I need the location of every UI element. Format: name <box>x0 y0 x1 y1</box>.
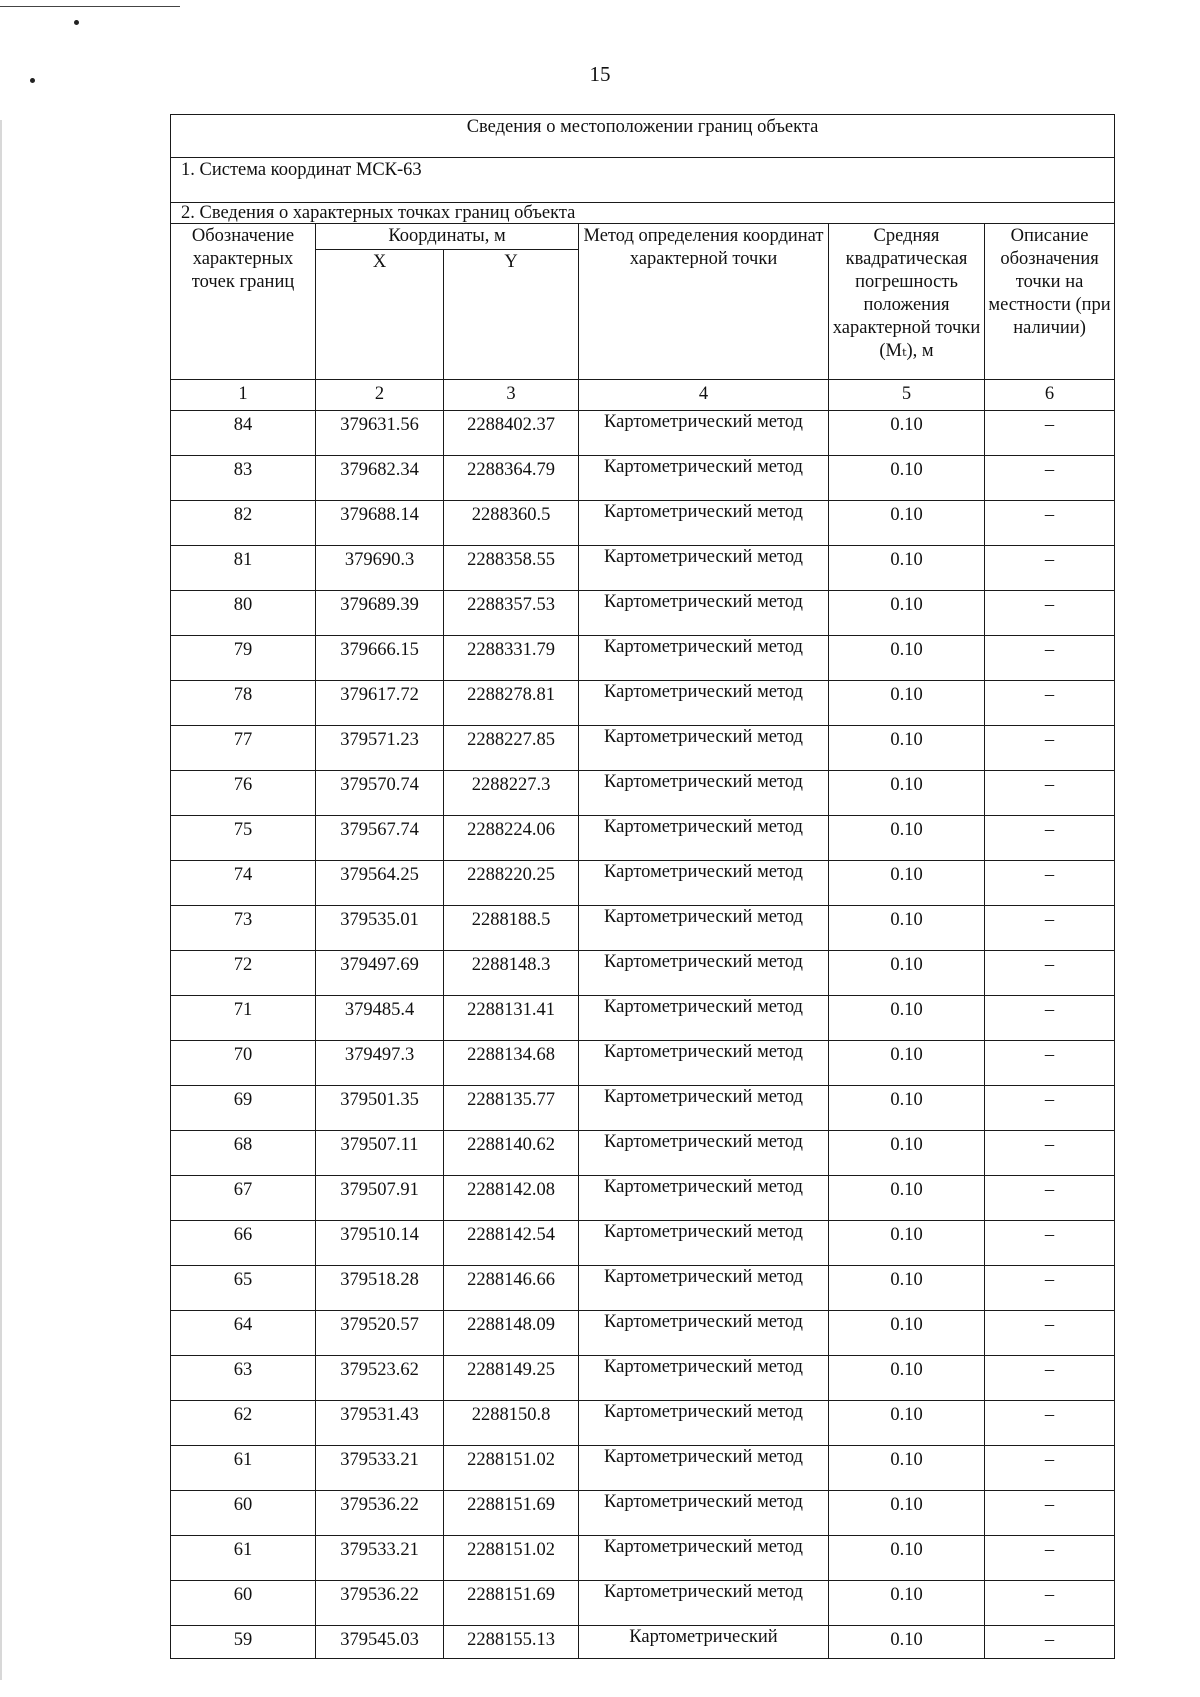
point-designation-cell: 84 <box>171 411 316 456</box>
method-cell: Картометрический метод <box>579 1401 829 1446</box>
x-coordinate-cell: 379688.14 <box>316 501 444 546</box>
method-cell: Картометрический метод <box>579 951 829 996</box>
x-coordinate-cell: 379564.25 <box>316 861 444 906</box>
method-cell: Картометрический метод <box>579 456 829 501</box>
point-designation-cell: 74 <box>171 861 316 906</box>
point-designation-cell: 81 <box>171 546 316 591</box>
x-coordinate-cell: 379535.01 <box>316 906 444 951</box>
table-row <box>171 411 1115 456</box>
y-coordinate-cell: 2288151.02 <box>444 1446 579 1491</box>
description-cell: – <box>985 906 1115 951</box>
description-cell: – <box>985 636 1115 681</box>
method-cell: Картометрический метод <box>579 591 829 636</box>
point-designation-cell: 60 <box>171 1581 316 1626</box>
table-row <box>171 996 1115 1041</box>
column-number: 4 <box>579 380 829 411</box>
y-coordinate-cell: 2288151.02 <box>444 1536 579 1581</box>
header-coordinates: Координаты, м <box>316 224 579 250</box>
header-method: Метод определения координат характерной точки <box>579 224 829 380</box>
description-cell: – <box>985 1491 1115 1536</box>
description-cell: – <box>985 1266 1115 1311</box>
method-cell: Картометрический метод <box>579 1356 829 1401</box>
x-coordinate-cell: 379510.14 <box>316 1221 444 1266</box>
y-coordinate-cell: 2288146.66 <box>444 1266 579 1311</box>
x-coordinate-cell: 379507.11 <box>316 1131 444 1176</box>
error-cell: 0.10 <box>829 1041 985 1086</box>
x-coordinate-cell: 379485.4 <box>316 996 444 1041</box>
boundary-points-table <box>170 114 1115 1659</box>
error-cell: 0.10 <box>829 1266 985 1311</box>
method-cell: Картометрический метод <box>579 546 829 591</box>
table-row <box>171 1311 1115 1356</box>
y-coordinate-cell: 2288142.08 <box>444 1176 579 1221</box>
y-coordinate-cell: 2288364.79 <box>444 456 579 501</box>
description-cell: – <box>985 1536 1115 1581</box>
x-coordinate-cell: 379682.34 <box>316 456 444 501</box>
table-row <box>171 1086 1115 1131</box>
description-cell: – <box>985 546 1115 591</box>
description-cell: – <box>985 771 1115 816</box>
table-row <box>171 1401 1115 1446</box>
y-coordinate-cell: 2288188.5 <box>444 906 579 951</box>
y-coordinate-cell: 2288331.79 <box>444 636 579 681</box>
description-cell: – <box>985 456 1115 501</box>
description-cell: – <box>985 996 1115 1041</box>
point-designation-cell: 61 <box>171 1536 316 1581</box>
x-coordinate-cell: 379533.21 <box>316 1536 444 1581</box>
description-cell: – <box>985 951 1115 996</box>
y-coordinate-cell: 2288134.68 <box>444 1041 579 1086</box>
table-row <box>171 1176 1115 1221</box>
column-number: 2 <box>316 380 444 411</box>
table-row <box>171 636 1115 681</box>
error-cell: 0.10 <box>829 951 985 996</box>
table-row <box>171 1446 1115 1491</box>
method-cell: Картометрический метод <box>579 1221 829 1266</box>
method-cell: Картометрический метод <box>579 411 829 456</box>
method-cell: Картометрический метод <box>579 861 829 906</box>
x-coordinate-cell: 379497.3 <box>316 1041 444 1086</box>
x-coordinate-cell: 379536.22 <box>316 1581 444 1626</box>
description-cell: – <box>985 1131 1115 1176</box>
error-cell: 0.10 <box>829 1401 985 1446</box>
table-row <box>171 591 1115 636</box>
description-cell: – <box>985 861 1115 906</box>
y-coordinate-cell: 2288357.53 <box>444 591 579 636</box>
y-coordinate-cell: 2288135.77 <box>444 1086 579 1131</box>
y-coordinate-cell: 2288142.54 <box>444 1221 579 1266</box>
x-coordinate-cell: 379523.62 <box>316 1356 444 1401</box>
y-coordinate-cell: 2288402.37 <box>444 411 579 456</box>
point-designation-cell: 71 <box>171 996 316 1041</box>
point-designation-cell: 69 <box>171 1086 316 1131</box>
method-cell: Картометрический метод <box>579 1176 829 1221</box>
error-cell: 0.10 <box>829 1176 985 1221</box>
method-cell: Картометрический метод <box>579 636 829 681</box>
error-cell: 0.10 <box>829 1626 985 1659</box>
y-coordinate-cell: 2288131.41 <box>444 996 579 1041</box>
column-number: 5 <box>829 380 985 411</box>
method-cell: Картометрический метод <box>579 1491 829 1536</box>
x-coordinate-cell: 379545.03 <box>316 1626 444 1659</box>
header-y: Y <box>444 250 579 380</box>
x-coordinate-cell: 379533.21 <box>316 1446 444 1491</box>
x-coordinate-cell: 379536.22 <box>316 1491 444 1536</box>
point-designation-cell: 80 <box>171 591 316 636</box>
error-cell: 0.10 <box>829 906 985 951</box>
y-coordinate-cell: 2288149.25 <box>444 1356 579 1401</box>
y-coordinate-cell: 2288155.13 <box>444 1626 579 1659</box>
method-cell: Картометрический метод <box>579 1086 829 1131</box>
x-coordinate-cell: 379567.74 <box>316 816 444 861</box>
point-designation-cell: 73 <box>171 906 316 951</box>
table-row <box>171 1356 1115 1401</box>
y-coordinate-cell: 2288360.5 <box>444 501 579 546</box>
point-designation-cell: 67 <box>171 1176 316 1221</box>
x-coordinate-cell: 379501.35 <box>316 1086 444 1131</box>
method-cell: Картометрический метод <box>579 1581 829 1626</box>
coordinate-system-section: 1. Система координат МСК-63 <box>171 158 1115 203</box>
point-designation-cell: 62 <box>171 1401 316 1446</box>
error-cell: 0.10 <box>829 591 985 636</box>
header-point-designation: Обозначение характерных точек границ <box>171 224 316 380</box>
table-row <box>171 456 1115 501</box>
error-cell: 0.10 <box>829 1311 985 1356</box>
scan-edge-line <box>0 6 180 7</box>
method-cell: Картометрический метод <box>579 1041 829 1086</box>
y-coordinate-cell: 2288220.25 <box>444 861 579 906</box>
table-row <box>171 951 1115 996</box>
y-coordinate-cell: 2288148.09 <box>444 1311 579 1356</box>
description-cell: – <box>985 591 1115 636</box>
table-row <box>171 1221 1115 1266</box>
page-number: 15 <box>589 62 611 86</box>
method-cell: Картометрический <box>579 1626 829 1659</box>
point-designation-cell: 66 <box>171 1221 316 1266</box>
x-coordinate-cell: 379570.74 <box>316 771 444 816</box>
error-cell: 0.10 <box>829 1086 985 1131</box>
y-coordinate-cell: 2288358.55 <box>444 546 579 591</box>
error-cell: 0.10 <box>829 501 985 546</box>
column-number-row <box>171 380 1115 411</box>
point-designation-cell: 82 <box>171 501 316 546</box>
error-cell: 0.10 <box>829 1491 985 1536</box>
point-designation-cell: 76 <box>171 771 316 816</box>
y-coordinate-cell: 2288151.69 <box>444 1581 579 1626</box>
error-cell: 0.10 <box>829 456 985 501</box>
error-cell: 0.10 <box>829 816 985 861</box>
method-cell: Картометрический метод <box>579 726 829 771</box>
page-edge-shadow <box>0 120 2 1680</box>
error-cell: 0.10 <box>829 996 985 1041</box>
y-coordinate-cell: 2288150.8 <box>444 1401 579 1446</box>
method-cell: Картометрический метод <box>579 1311 829 1356</box>
x-coordinate-cell: 379631.56 <box>316 411 444 456</box>
error-cell: 0.10 <box>829 726 985 771</box>
table-row <box>171 546 1115 591</box>
point-designation-cell: 68 <box>171 1131 316 1176</box>
error-cell: 0.10 <box>829 861 985 906</box>
description-cell: – <box>985 1581 1115 1626</box>
x-coordinate-cell: 379689.39 <box>316 591 444 636</box>
description-cell: – <box>985 1221 1115 1266</box>
point-designation-cell: 60 <box>171 1491 316 1536</box>
method-cell: Картометрический метод <box>579 501 829 546</box>
point-designation-cell: 72 <box>171 951 316 996</box>
x-coordinate-cell: 379571.23 <box>316 726 444 771</box>
error-cell: 0.10 <box>829 681 985 726</box>
table-row <box>171 1041 1115 1086</box>
header-point-description: Описание обозначения точки на местности (при наличии) <box>985 224 1115 380</box>
method-cell: Картометрический метод <box>579 1536 829 1581</box>
method-cell: Картометрический метод <box>579 816 829 861</box>
scan-dot <box>74 20 79 25</box>
error-cell: 0.10 <box>829 411 985 456</box>
point-designation-cell: 65 <box>171 1266 316 1311</box>
y-coordinate-cell: 2288278.81 <box>444 681 579 726</box>
error-cell: 0.10 <box>829 636 985 681</box>
y-coordinate-cell: 2288151.69 <box>444 1491 579 1536</box>
table-row <box>171 906 1115 951</box>
error-cell: 0.10 <box>829 1581 985 1626</box>
y-coordinate-cell: 2288224.06 <box>444 816 579 861</box>
error-cell: 0.10 <box>829 1536 985 1581</box>
column-number: 6 <box>985 380 1115 411</box>
x-coordinate-cell: 379518.28 <box>316 1266 444 1311</box>
description-cell: – <box>985 1311 1115 1356</box>
header-x: X <box>316 250 444 380</box>
table-row <box>171 1131 1115 1176</box>
point-designation-cell: 70 <box>171 1041 316 1086</box>
point-designation-cell: 59 <box>171 1626 316 1659</box>
method-cell: Картометрический метод <box>579 906 829 951</box>
error-cell: 0.10 <box>829 1446 985 1491</box>
description-cell: – <box>985 1086 1115 1131</box>
point-designation-cell: 75 <box>171 816 316 861</box>
point-designation-cell: 83 <box>171 456 316 501</box>
description-cell: – <box>985 1626 1115 1659</box>
table-row <box>171 816 1115 861</box>
description-cell: – <box>985 1176 1115 1221</box>
table-title: Сведения о местоположении границ объекта <box>171 115 1115 158</box>
table-row <box>171 1491 1115 1536</box>
description-cell: – <box>985 816 1115 861</box>
error-cell: 0.10 <box>829 771 985 816</box>
table-row <box>171 501 1115 546</box>
table-row <box>171 1626 1115 1659</box>
x-coordinate-cell: 379497.69 <box>316 951 444 996</box>
y-coordinate-cell: 2288148.3 <box>444 951 579 996</box>
description-cell: – <box>985 501 1115 546</box>
description-cell: – <box>985 411 1115 456</box>
description-cell: – <box>985 1446 1115 1491</box>
error-cell: 0.10 <box>829 1131 985 1176</box>
method-cell: Картометрический метод <box>579 1131 829 1176</box>
method-cell: Картометрический метод <box>579 681 829 726</box>
method-cell: Картометрический метод <box>579 996 829 1041</box>
description-cell: – <box>985 1401 1115 1446</box>
column-number: 3 <box>444 380 579 411</box>
point-designation-cell: 61 <box>171 1446 316 1491</box>
point-designation-cell: 64 <box>171 1311 316 1356</box>
point-designation-cell: 78 <box>171 681 316 726</box>
x-coordinate-cell: 379690.3 <box>316 546 444 591</box>
error-cell: 0.10 <box>829 1356 985 1401</box>
method-cell: Картометрический метод <box>579 771 829 816</box>
x-coordinate-cell: 379666.15 <box>316 636 444 681</box>
method-cell: Картометрический метод <box>579 1266 829 1311</box>
point-designation-cell: 63 <box>171 1356 316 1401</box>
table-row <box>171 1581 1115 1626</box>
x-coordinate-cell: 379617.72 <box>316 681 444 726</box>
y-coordinate-cell: 2288227.3 <box>444 771 579 816</box>
x-coordinate-cell: 379507.91 <box>316 1176 444 1221</box>
table-row <box>171 771 1115 816</box>
header-mean-square-error: Средняя квадратическая погрешность положения характерной точки (Mₜ), м <box>829 224 985 380</box>
table-row <box>171 861 1115 906</box>
table-row <box>171 681 1115 726</box>
description-cell: – <box>985 1041 1115 1086</box>
boundary-points-section: 2. Сведения о характерных точках границ объекта <box>171 203 1115 224</box>
x-coordinate-cell: 379531.43 <box>316 1401 444 1446</box>
table-row <box>171 1536 1115 1581</box>
point-designation-cell: 77 <box>171 726 316 771</box>
description-cell: – <box>985 1356 1115 1401</box>
description-cell: – <box>985 726 1115 771</box>
column-number: 1 <box>171 380 316 411</box>
method-cell: Картометрический метод <box>579 1446 829 1491</box>
y-coordinate-cell: 2288227.85 <box>444 726 579 771</box>
table-row <box>171 726 1115 771</box>
error-cell: 0.10 <box>829 546 985 591</box>
x-coordinate-cell: 379520.57 <box>316 1311 444 1356</box>
error-cell: 0.10 <box>829 1221 985 1266</box>
description-cell: – <box>985 681 1115 726</box>
y-coordinate-cell: 2288140.62 <box>444 1131 579 1176</box>
table-row <box>171 1266 1115 1311</box>
point-designation-cell: 79 <box>171 636 316 681</box>
